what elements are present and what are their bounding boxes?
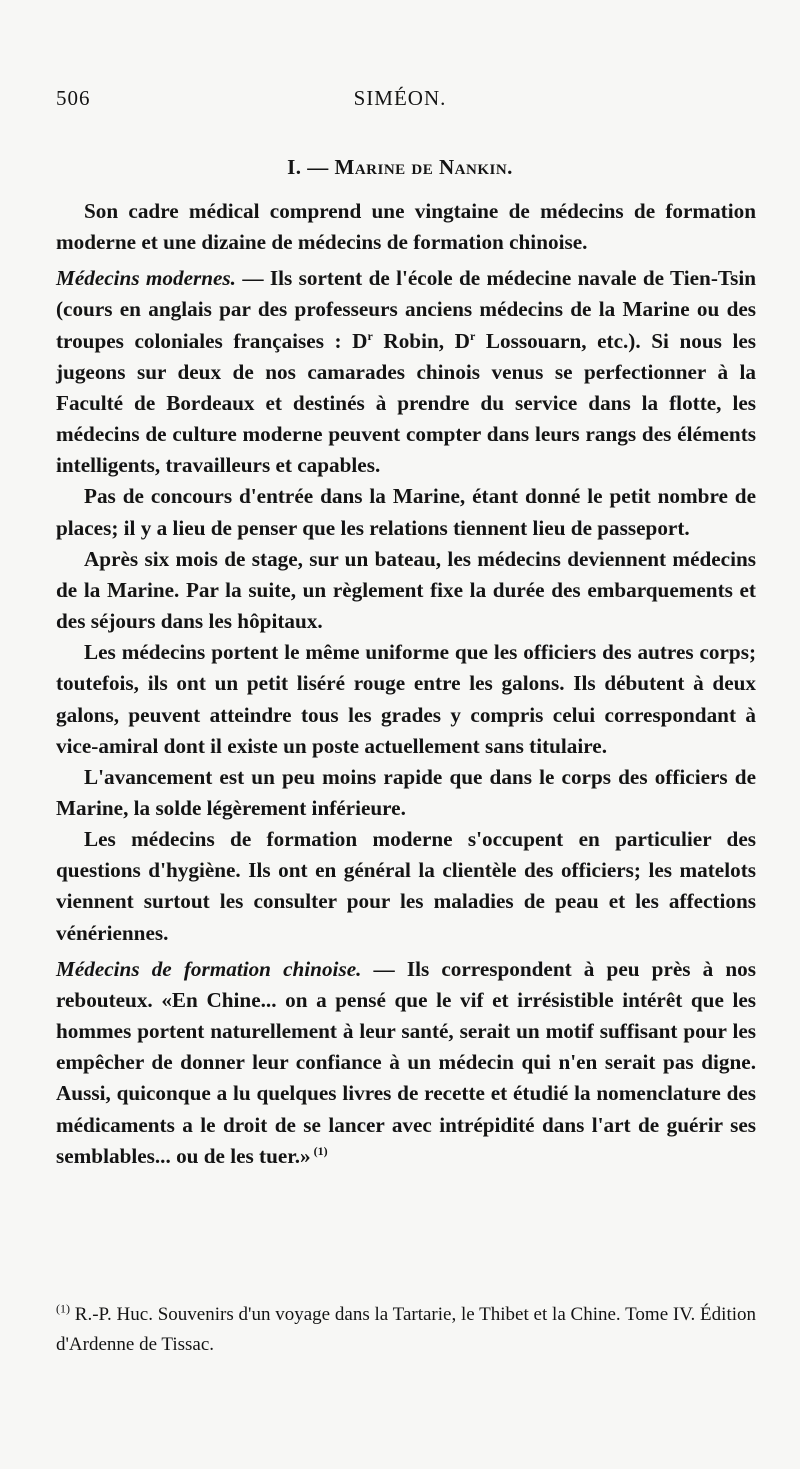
paragraph-concours: Pas de concours d'entrée dans la Marine, étant donné le petit nombre de places; il y a lieu de penser que les relations tiennent lieu de passeport. bbox=[56, 484, 756, 540]
superscript-r-1: r bbox=[367, 328, 373, 343]
section-title-prefix: I. — bbox=[287, 155, 335, 179]
paragraph-medecins-modernes bbox=[56, 263, 756, 481]
footnote bbox=[56, 1300, 756, 1360]
page-number: 506 bbox=[56, 86, 91, 110]
paragraph-avancement: L'avancement est un peu moins rapide que dans le corps des officiers de Marine, la solde légèrement inférieure. bbox=[56, 764, 756, 820]
body-text bbox=[56, 196, 756, 1172]
modernes-text-3: Lossouarn, etc.). Si nous les jugeons sur deux de nos camarades chinois venus se perfectionner à la Faculté de Bordeaux et destinés à prendre du service dans la flotte, les médecins de culture moderne peuvent compter dans leurs rangs des éléments intelligents, travailleurs et capables. bbox=[56, 328, 756, 478]
chinoise-text: — Ils correspondent à peu près à nos rebouteux. «En Chine... on a pensé que le vif et irrésistible intérêt que les hommes portent naturellement à leur santé, serait un motif suffisant pour les empêcher de donner leur confiance à un médecin qui n'en serait pas digne. Aussi, quiconque a lu quelques livres de recette et étudié la nomenclature des médicaments a le droit de se lancer avec intrépidité dans l'art de guérir ses semblables... ou de les tuer.» bbox=[56, 956, 756, 1168]
modernes-text-2: Robin, D bbox=[372, 328, 470, 353]
running-head bbox=[56, 86, 756, 116]
modernes-text-1: — Ils sortent de l'école de médecine navale de Tien-Tsin (cours en anglais par des professeurs anciens médecins de la Marine ou des troupes coloniales françaises : D bbox=[56, 266, 756, 353]
running-title: SIMÉON. bbox=[353, 86, 447, 110]
footnote-text: R.-P. Huc. Souvenirs d'un voyage dans la Tartarie, le Thibet et la Chine. Tome IV. Édition d'Ardenne de Tissac. bbox=[56, 1304, 756, 1355]
superscript-r-2: r bbox=[469, 328, 476, 343]
paragraph-uniforme: Les médecins portent le même uniforme que les officiers des autres corps; toutefois, ils ont un petit liséré rouge entre les galons. Ils débutent à deux galons, peuvent atteindre tous les grades y compris celui correspondant à vice-amiral dont il existe un poste actuellement sans titulaire. bbox=[56, 640, 756, 758]
paragraph-intro: Son cadre médical comprend une vingtaine de médecins de formation moderne et une dizaine de médecins de formation chinoise. bbox=[56, 199, 756, 255]
runin-heading-chinoise: Médecins de formation chinoise. bbox=[56, 956, 362, 981]
paragraph-hygiene: Les médecins de formation moderne s'occupent en particulier des questions d'hygiène. Ils ont en général la clientèle des officiers; les matelots viennent surtout les consulter pour les maladies de peau et les affections vénériennes. bbox=[56, 827, 756, 945]
paragraph-medecins-chinois bbox=[56, 954, 756, 1172]
footnote-reference: (1) bbox=[310, 1143, 328, 1158]
section-title bbox=[0, 155, 800, 180]
section-title-text: Marine de Nankin. bbox=[334, 155, 513, 179]
runin-heading-modernes: Médecins modernes. bbox=[56, 266, 236, 291]
paragraph-stage: Après six mois de stage, sur un bateau, les médecins deviennent médecins de la Marine. Par la suite, un règlement fixe la durée des embarquements et des séjours dans les hôpitaux. bbox=[56, 546, 756, 634]
footnote-marker: (1) bbox=[56, 1301, 70, 1316]
